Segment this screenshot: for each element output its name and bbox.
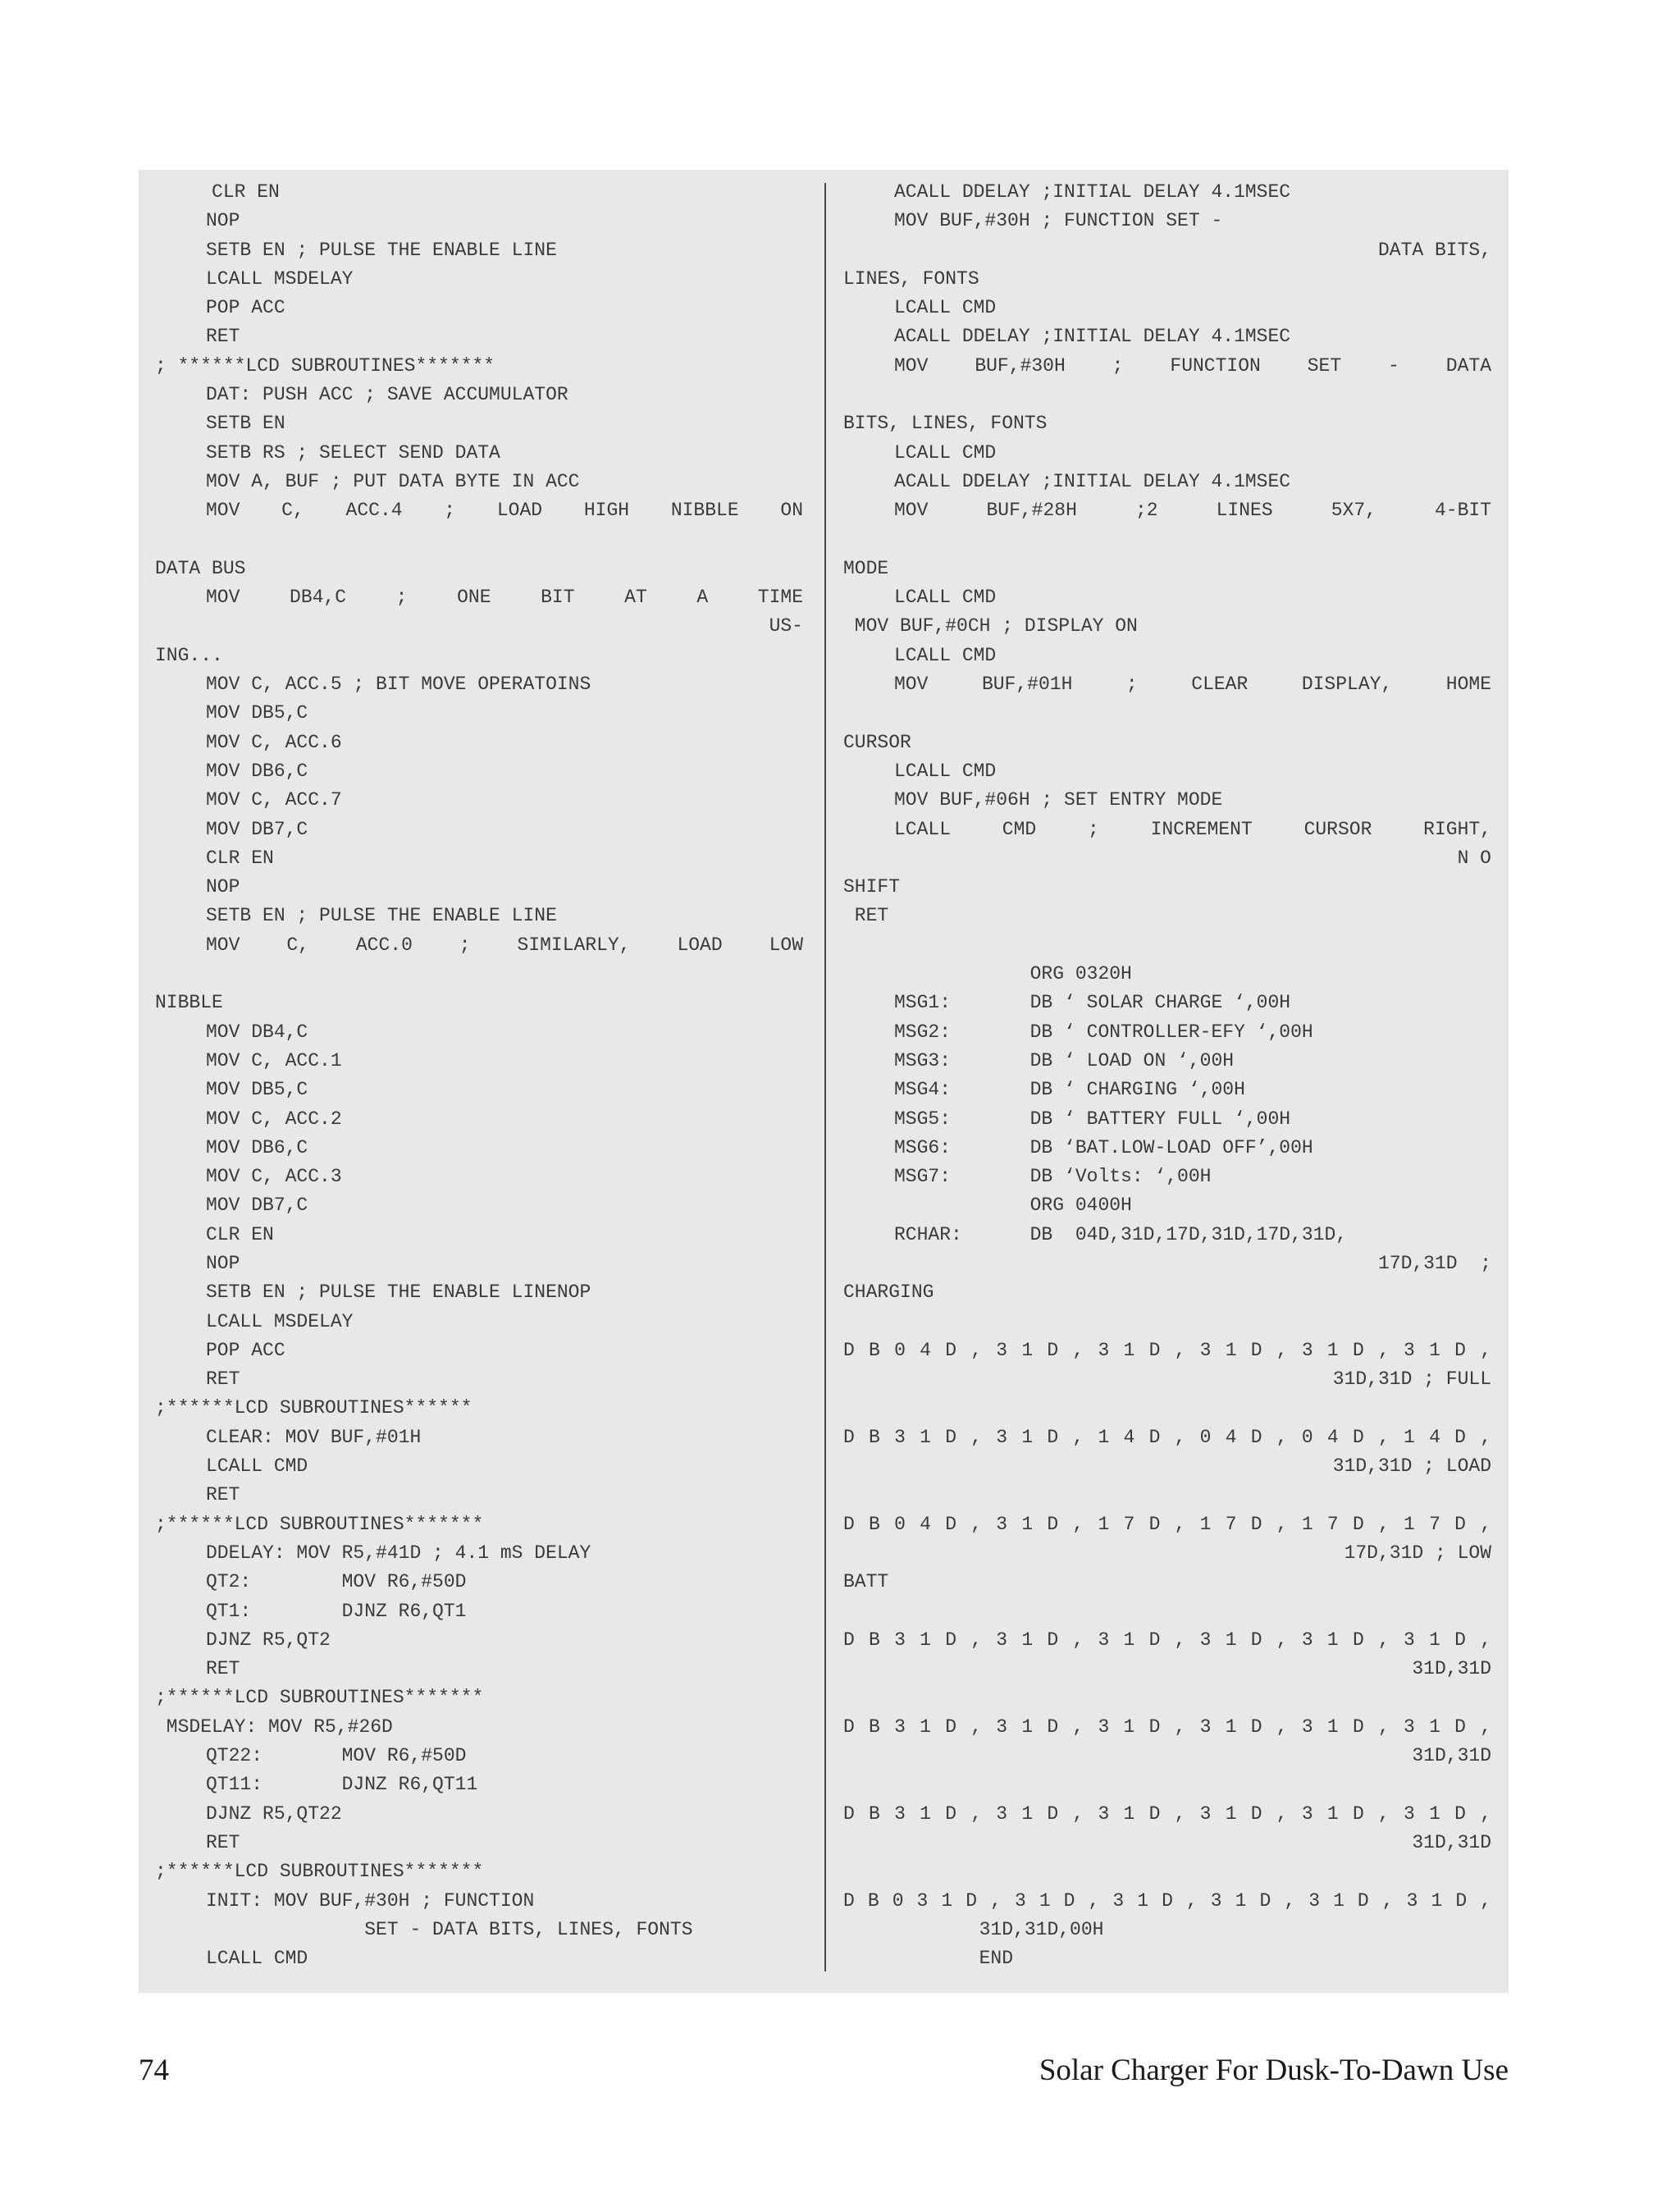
code-line: CURSOR [843,731,911,753]
code-line: CLEAR: MOV BUF,#01H [206,1426,422,1448]
page-number: 74 [139,2054,169,2087]
code-line [843,931,1491,960]
code-line: QT22: MOV R6,#50D [206,1745,467,1767]
code-line: NOP [206,1252,240,1274]
code-line: MOV DB5,C [206,702,308,724]
code-line: LCALL CMD [206,1948,308,1970]
code-line: DJNZ R5,QT2 [206,1629,331,1651]
code-line [843,526,1491,555]
code-line: MSG5: DB ‘ BATTERY FULL ‘,00H [894,1108,1291,1130]
code-line [843,1308,1491,1336]
code-line: LCALL CMD [894,441,997,464]
code-line: RET [843,905,889,927]
code-line: SETB EN [206,413,285,435]
code-line: BITS, LINES, FONTS [843,413,1048,435]
code-line: POP ACC [206,297,285,319]
code-line: MOV C, ACC.7 [206,789,342,811]
code-line: NOP [206,876,240,898]
code-line [155,526,803,555]
code-line: 31D,31D,00H [843,1918,1104,1940]
code-line: D B 0 4 D , 3 1 D , 1 7 D , 1 7 D , 1 7 D , 1 7 D , [843,1513,1491,1535]
code-line: MOV DB5,C [206,1079,308,1101]
code-line: ACALL DDELAY ;INITIAL DELAY 4.1MSEC [894,326,1291,348]
code-line: SET - DATA BITS, LINES, FONTS [206,1918,693,1940]
code-line [843,1394,1491,1423]
code-line: QT11: DJNZ R6,QT11 [206,1774,478,1796]
code-line: ;******LCD SUBROUTINES******* [155,1687,484,1709]
code-line: CLR EN [155,181,280,203]
code-line [155,960,803,989]
code-line: 17D,31D ; [1377,1252,1491,1274]
code-line: MOV C, ACC.5 ; BIT MOVE OPERATOINS [206,674,591,696]
code-line: NIBBLE [155,992,223,1014]
code-line: RET [206,1484,240,1506]
code-line: D B 3 1 D , 3 1 D , 1 4 D , 0 4 D , 0 4 D , 1 4 D , [843,1426,1491,1448]
code-line: CLR EN [206,847,274,869]
code-line: RET [206,326,240,348]
code-line: MSDELAY: MOV R5,#26D [155,1715,393,1738]
code-line: ;******LCD SUBROUTINES******* [155,1513,484,1535]
code-line: MOV C, ACC.6 [206,731,342,753]
code-line: 31D,31D [1412,1658,1491,1680]
code-line: D B 0 3 1 D , 3 1 D , 3 1 D , 3 1 D , 3 1 D , 3 1 D , [843,1889,1491,1912]
code-line: LCALL CMD [894,644,997,666]
code-line: 31D,31D [1412,1831,1491,1853]
code-line: MOV BUF,#0CH ; DISPLAY ON [843,615,1138,637]
code-line: 31D,31D ; FULL [1332,1368,1491,1391]
code-line: D B 3 1 D , 3 1 D , 3 1 D , 3 1 D , 3 1 D , 3 1 D , [843,1802,1491,1825]
code-line: SETB EN ; PULSE THE ENABLE LINE [206,239,557,261]
code-line: 31D,31D ; LOAD [1332,1455,1491,1478]
code-line: N O [1457,847,1491,869]
code-line: 31D,31D [1412,1745,1491,1767]
code-column-right [843,178,1491,1973]
code-line: ING... [155,644,223,666]
code-line [843,381,1491,409]
code-line: DATA BITS, [1377,239,1491,261]
code-line: ORG 0400H [894,1195,1132,1217]
code-line: CLR EN [206,1223,274,1245]
code-line: LCALL CMD [206,1455,308,1478]
code-line: MOV BUF,#01H ; CLEAR DISPLAY, HOME [894,674,1491,696]
code-line: D B 0 4 D , 3 1 D , 3 1 D , 3 1 D , 3 1 D , 3 1 D , [843,1339,1491,1361]
code-line: RCHAR: DB 04D,31D,17D,31D,17D,31D, [894,1223,1348,1245]
code-line: LCALL CMD [894,587,997,609]
code-line: MOV BUF,#28H ;2 LINES 5X7, 4-BIT [894,500,1491,522]
code-line: NOP [206,210,240,232]
code-line: MSG1: DB ‘ SOLAR CHARGE ‘,00H [894,992,1291,1014]
code-line: MOV DB4,C [206,1021,308,1043]
code-line: QT2: MOV R6,#50D [206,1571,467,1593]
code-line [843,1481,1491,1510]
code-line: SETB RS ; SELECT SEND DATA [206,441,500,464]
code-line: POP ACC [206,1339,285,1361]
code-line: LCALL CMD [894,760,997,782]
code-line: MSG4: DB ‘ CHARGING ‘,00H [894,1079,1245,1101]
code-line: INIT: MOV BUF,#30H ; FUNCTION [206,1889,535,1912]
code-line: MOV C, ACC.1 [206,1049,342,1071]
code-line: ; ******LCD SUBROUTINES******* [155,354,495,377]
code-line: MOV C, ACC.0 ; SIMILARLY, LOAD LOW [206,934,803,956]
code-line: 17D,31D ; LOW [1344,1542,1491,1564]
code-line [843,1597,1491,1626]
code-line: DDELAY: MOV R5,#41D ; 4.1 mS DELAY [206,1542,591,1564]
code-line: LCALL CMD ; INCREMENT CURSOR RIGHT, [894,818,1491,840]
code-line: LCALL CMD [894,297,997,319]
code-line: RET [206,1658,240,1680]
code-line: SHIFT [843,876,901,898]
code-line: MOV C, ACC.2 [206,1108,342,1130]
code-line: ACALL DDELAY ;INITIAL DELAY 4.1MSEC [894,470,1291,492]
code-line: LCALL MSDELAY [206,1310,354,1332]
code-line [843,1683,1491,1712]
code-line: ;******LCD SUBROUTINES******* [155,1861,484,1883]
code-line: LCALL MSDELAY [206,267,354,290]
running-title: Solar Charger For Dusk-To-Dawn Use [1039,2054,1509,2087]
code-line: MOV DB7,C [206,818,308,840]
code-line: DAT: PUSH ACC ; SAVE ACCUMULATOR [206,384,568,406]
code-line: MOV DB6,C [206,760,308,782]
code-line: D B 3 1 D , 3 1 D , 3 1 D , 3 1 D , 3 1 D , 3 1 D , [843,1715,1491,1738]
code-line: ;******LCD SUBROUTINES****** [155,1397,472,1419]
code-column-left [155,178,803,1973]
code-line: MSG3: DB ‘ LOAD ON ‘,00H [894,1049,1235,1071]
code-line: SETB EN ; PULSE THE ENABLE LINENOP [206,1281,591,1304]
code-line: CHARGING [843,1281,934,1304]
code-line: RET [206,1368,240,1391]
code-line: BATT [843,1571,889,1593]
code-line: SETB EN ; PULSE THE ENABLE LINE [206,905,557,927]
code-line: D B 3 1 D , 3 1 D , 3 1 D , 3 1 D , 3 1 D , 3 1 D , [843,1629,1491,1651]
code-line: DJNZ R5,QT22 [206,1802,342,1825]
code-line: MOV BUF,#30H ; FUNCTION SET - DATA [894,354,1491,377]
code-line [843,1770,1491,1799]
column-divider [824,183,826,1971]
code-line: MOV DB6,C [206,1136,308,1158]
code-line: MOV C, ACC.3 [206,1166,342,1188]
code-line: MOV A, BUF ; PUT DATA BYTE IN ACC [206,470,580,492]
code-line: DATA BUS [155,557,246,579]
code-line: MSG6: DB ‘BAT.LOW-LOAD OFF’,00H [894,1136,1313,1158]
code-line: ACALL DDELAY ;INITIAL DELAY 4.1MSEC [894,181,1291,203]
code-line: QT1: DJNZ R6,QT1 [206,1600,467,1622]
code-line: END [843,1948,1014,1970]
code-line: MSG7: DB ‘Volts: ‘,00H [894,1166,1212,1188]
code-line: RET [206,1831,240,1853]
code-line: MOV DB4,C ; ONE BIT AT A TIME [206,587,803,609]
code-line: MOV C, ACC.4 ; LOAD HIGH NIBBLE ON [206,500,803,522]
code-listing [139,170,1509,1993]
code-line: MOV BUF,#30H ; FUNCTION SET - [894,210,1223,232]
code-line: MSG2: DB ‘ CONTROLLER-EFY ‘,00H [894,1021,1313,1043]
code-line [843,699,1491,728]
code-line: LINES, FONTS [843,267,979,290]
code-line: MODE [843,557,889,579]
code-line: MOV DB7,C [206,1195,308,1217]
code-line: ORG 0320H [894,963,1132,985]
code-line: MOV BUF,#06H ; SET ENTRY MODE [894,789,1223,811]
code-line: US- [769,615,803,637]
code-line [843,1857,1491,1886]
